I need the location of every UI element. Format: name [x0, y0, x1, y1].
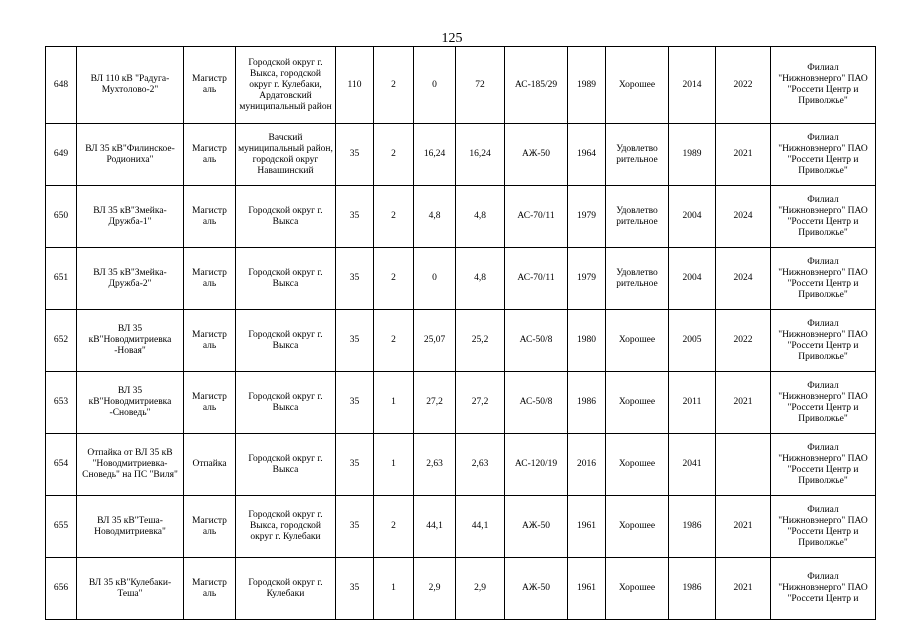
cell-plan	[716, 434, 771, 496]
cell-year: 1979	[568, 248, 606, 310]
cell-voltage: 35	[336, 310, 374, 372]
cell-condition: Хорошее	[606, 434, 669, 496]
cell-len2: 2,63	[456, 434, 505, 496]
cell-circuits: 2	[374, 124, 414, 186]
cell-name: ВЛ 35 кВ"Змейка-Дружба-2"	[77, 248, 184, 310]
cell-plan: 2024	[716, 186, 771, 248]
cell-len1: 4,8	[414, 186, 456, 248]
cell-wire: АЖ-50	[505, 124, 568, 186]
cell-location: Городской округ г. Выкса	[236, 310, 336, 372]
page-number: 125	[441, 31, 463, 46]
table-row	[46, 47, 876, 124]
cell-voltage: 35	[336, 496, 374, 558]
cell-plan: 2021	[716, 558, 771, 620]
cell-len1: 2,9	[414, 558, 456, 620]
cell-location: Городской округ г. Выкса, городской округ г. Кулебаки	[236, 496, 336, 558]
cell-len1: 2,63	[414, 434, 456, 496]
cell-owner: Филиал "Нижновэнерго" ПАО "Россети Центр и Приволжье"	[771, 124, 876, 186]
cell-repair: 1986	[669, 558, 716, 620]
cell-name: ВЛ 35 кВ"Змейка-Дружба-1"	[77, 186, 184, 248]
cell-voltage: 35	[336, 248, 374, 310]
cell-circuits: 2	[374, 248, 414, 310]
cell-wire: АС-70/11	[505, 248, 568, 310]
cell-repair: 2004	[669, 248, 716, 310]
cell-type: Магистр аль	[184, 496, 236, 558]
cell-voltage: 35	[336, 124, 374, 186]
cell-repair: 2005	[669, 310, 716, 372]
cell-len1: 27,2	[414, 372, 456, 434]
cell-year: 1961	[568, 558, 606, 620]
cell-location: Городской округ г. Выкса	[236, 248, 336, 310]
cell-plan: 2022	[716, 310, 771, 372]
cell-wire: АЖ-50	[505, 496, 568, 558]
cell-plan: 2021	[716, 372, 771, 434]
cell-owner: Филиал "Нижновэнерго" ПАО "Россети Центр и Приволжье"	[771, 186, 876, 248]
cell-len2: 27,2	[456, 372, 505, 434]
table-row	[46, 124, 876, 186]
cell-repair: 2041	[669, 434, 716, 496]
cell-voltage: 35	[336, 434, 374, 496]
cell-len1: 25,07	[414, 310, 456, 372]
cell-num: 654	[46, 434, 77, 496]
cell-condition: Хорошее	[606, 372, 669, 434]
cell-name: ВЛ 35 кВ"Теша-Новодмитриевка"	[77, 496, 184, 558]
cell-voltage: 110	[336, 47, 374, 124]
cell-len1: 0	[414, 248, 456, 310]
cell-type: Отпайка	[184, 434, 236, 496]
cell-plan: 2022	[716, 47, 771, 124]
cell-owner: Филиал "Нижновэнерго" ПАО "Россети Центр и Приволжье"	[771, 248, 876, 310]
cell-owner: Филиал "Нижновэнерго" ПАО "Россети Центр и Приволжье"	[771, 310, 876, 372]
power-lines-table	[45, 46, 876, 620]
cell-type: Магистр аль	[184, 558, 236, 620]
cell-repair: 2011	[669, 372, 716, 434]
cell-condition: Хорошее	[606, 47, 669, 124]
cell-name: ВЛ 110 кВ "Радуга-Мухтолово-2"	[77, 47, 184, 124]
cell-condition: Хорошее	[606, 310, 669, 372]
cell-condition: Хорошее	[606, 558, 669, 620]
cell-year: 2016	[568, 434, 606, 496]
cell-num: 653	[46, 372, 77, 434]
cell-owner: Филиал "Нижновэнерго" ПАО "Россети Центр и Приволжье"	[771, 496, 876, 558]
cell-plan: 2024	[716, 248, 771, 310]
cell-len2: 16,24	[456, 124, 505, 186]
cell-condition: Хорошее	[606, 496, 669, 558]
cell-circuits: 2	[374, 47, 414, 124]
cell-type: Магистр аль	[184, 124, 236, 186]
cell-type: Магистр аль	[184, 186, 236, 248]
cell-num: 651	[46, 248, 77, 310]
cell-type: Магистр аль	[184, 248, 236, 310]
cell-circuits: 2	[374, 496, 414, 558]
cell-condition: Удовлетво рительное	[606, 186, 669, 248]
cell-len1: 16,24	[414, 124, 456, 186]
cell-voltage: 35	[336, 186, 374, 248]
table-row	[46, 310, 876, 372]
cell-name: ВЛ 35 кВ"Кулебаки-Теша"	[77, 558, 184, 620]
cell-plan: 2021	[716, 496, 771, 558]
cell-voltage: 35	[336, 372, 374, 434]
cell-location: Городской округ г. Выкса, городской округ г. Кулебаки, Ардатовский муниципальный район	[236, 47, 336, 124]
cell-wire: АС-185/29	[505, 47, 568, 124]
cell-type: Магистр аль	[184, 310, 236, 372]
cell-circuits: 1	[374, 558, 414, 620]
cell-condition: Удовлетво рительное	[606, 124, 669, 186]
cell-wire: АЖ-50	[505, 558, 568, 620]
cell-year: 1980	[568, 310, 606, 372]
cell-location: Городской округ г. Кулебаки	[236, 558, 336, 620]
cell-num: 649	[46, 124, 77, 186]
cell-len2: 4,8	[456, 186, 505, 248]
cell-owner: Филиал "Нижновэнерго" ПАО "Россети Центр и Приволжье"	[771, 434, 876, 496]
cell-len2: 25,2	[456, 310, 505, 372]
cell-num: 648	[46, 47, 77, 124]
cell-num: 655	[46, 496, 77, 558]
cell-name: ВЛ 35 кВ"Новодмитриевка -Сноведь"	[77, 372, 184, 434]
cell-repair: 2014	[669, 47, 716, 124]
cell-wire: АС-50/8	[505, 372, 568, 434]
cell-year: 1961	[568, 496, 606, 558]
table-body	[46, 47, 876, 620]
cell-voltage: 35	[336, 558, 374, 620]
cell-wire: АС-70/11	[505, 186, 568, 248]
cell-year: 1986	[568, 372, 606, 434]
cell-location: Городской округ г. Выкса	[236, 372, 336, 434]
cell-len2: 4,8	[456, 248, 505, 310]
cell-circuits: 2	[374, 310, 414, 372]
cell-circuits: 2	[374, 186, 414, 248]
table-row	[46, 372, 876, 434]
cell-repair: 1986	[669, 496, 716, 558]
cell-year: 1979	[568, 186, 606, 248]
table-row	[46, 496, 876, 558]
cell-repair: 1989	[669, 124, 716, 186]
cell-type: Магистр аль	[184, 372, 236, 434]
cell-wire: АС-50/8	[505, 310, 568, 372]
cell-len1: 0	[414, 47, 456, 124]
cell-repair: 2004	[669, 186, 716, 248]
table-row	[46, 248, 876, 310]
cell-location: Вачский муниципальный район, городской округ Навашинский	[236, 124, 336, 186]
cell-type: Магистр аль	[184, 47, 236, 124]
table-row	[46, 434, 876, 496]
cell-num: 656	[46, 558, 77, 620]
cell-len2: 72	[456, 47, 505, 124]
cell-circuits: 1	[374, 372, 414, 434]
cell-owner: Филиал "Нижновэнерго" ПАО "Россети Центр и	[771, 558, 876, 620]
cell-year: 1964	[568, 124, 606, 186]
cell-circuits: 1	[374, 434, 414, 496]
cell-owner: Филиал "Нижновэнерго" ПАО "Россети Центр и Приволжье"	[771, 47, 876, 124]
cell-name: Отпайка от ВЛ 35 кВ "Новодмитриевка-Сноведь" на ПС "Виля"	[77, 434, 184, 496]
table-row	[46, 558, 876, 620]
cell-name: ВЛ 35 кВ"Филинское-Родиониха"	[77, 124, 184, 186]
cell-len2: 2,9	[456, 558, 505, 620]
cell-wire: АС-120/19	[505, 434, 568, 496]
cell-len2: 44,1	[456, 496, 505, 558]
cell-location: Городской округ г. Выкса	[236, 186, 336, 248]
cell-num: 650	[46, 186, 77, 248]
cell-num: 652	[46, 310, 77, 372]
cell-year: 1989	[568, 47, 606, 124]
table-row	[46, 186, 876, 248]
cell-condition: Удовлетво рительное	[606, 248, 669, 310]
cell-len1: 44,1	[414, 496, 456, 558]
cell-location: Городской округ г. Выкса	[236, 434, 336, 496]
cell-plan: 2021	[716, 124, 771, 186]
cell-owner: Филиал "Нижновэнерго" ПАО "Россети Центр и Приволжье"	[771, 372, 876, 434]
cell-name: ВЛ 35 кВ"Новодмитриевка -Новая"	[77, 310, 184, 372]
